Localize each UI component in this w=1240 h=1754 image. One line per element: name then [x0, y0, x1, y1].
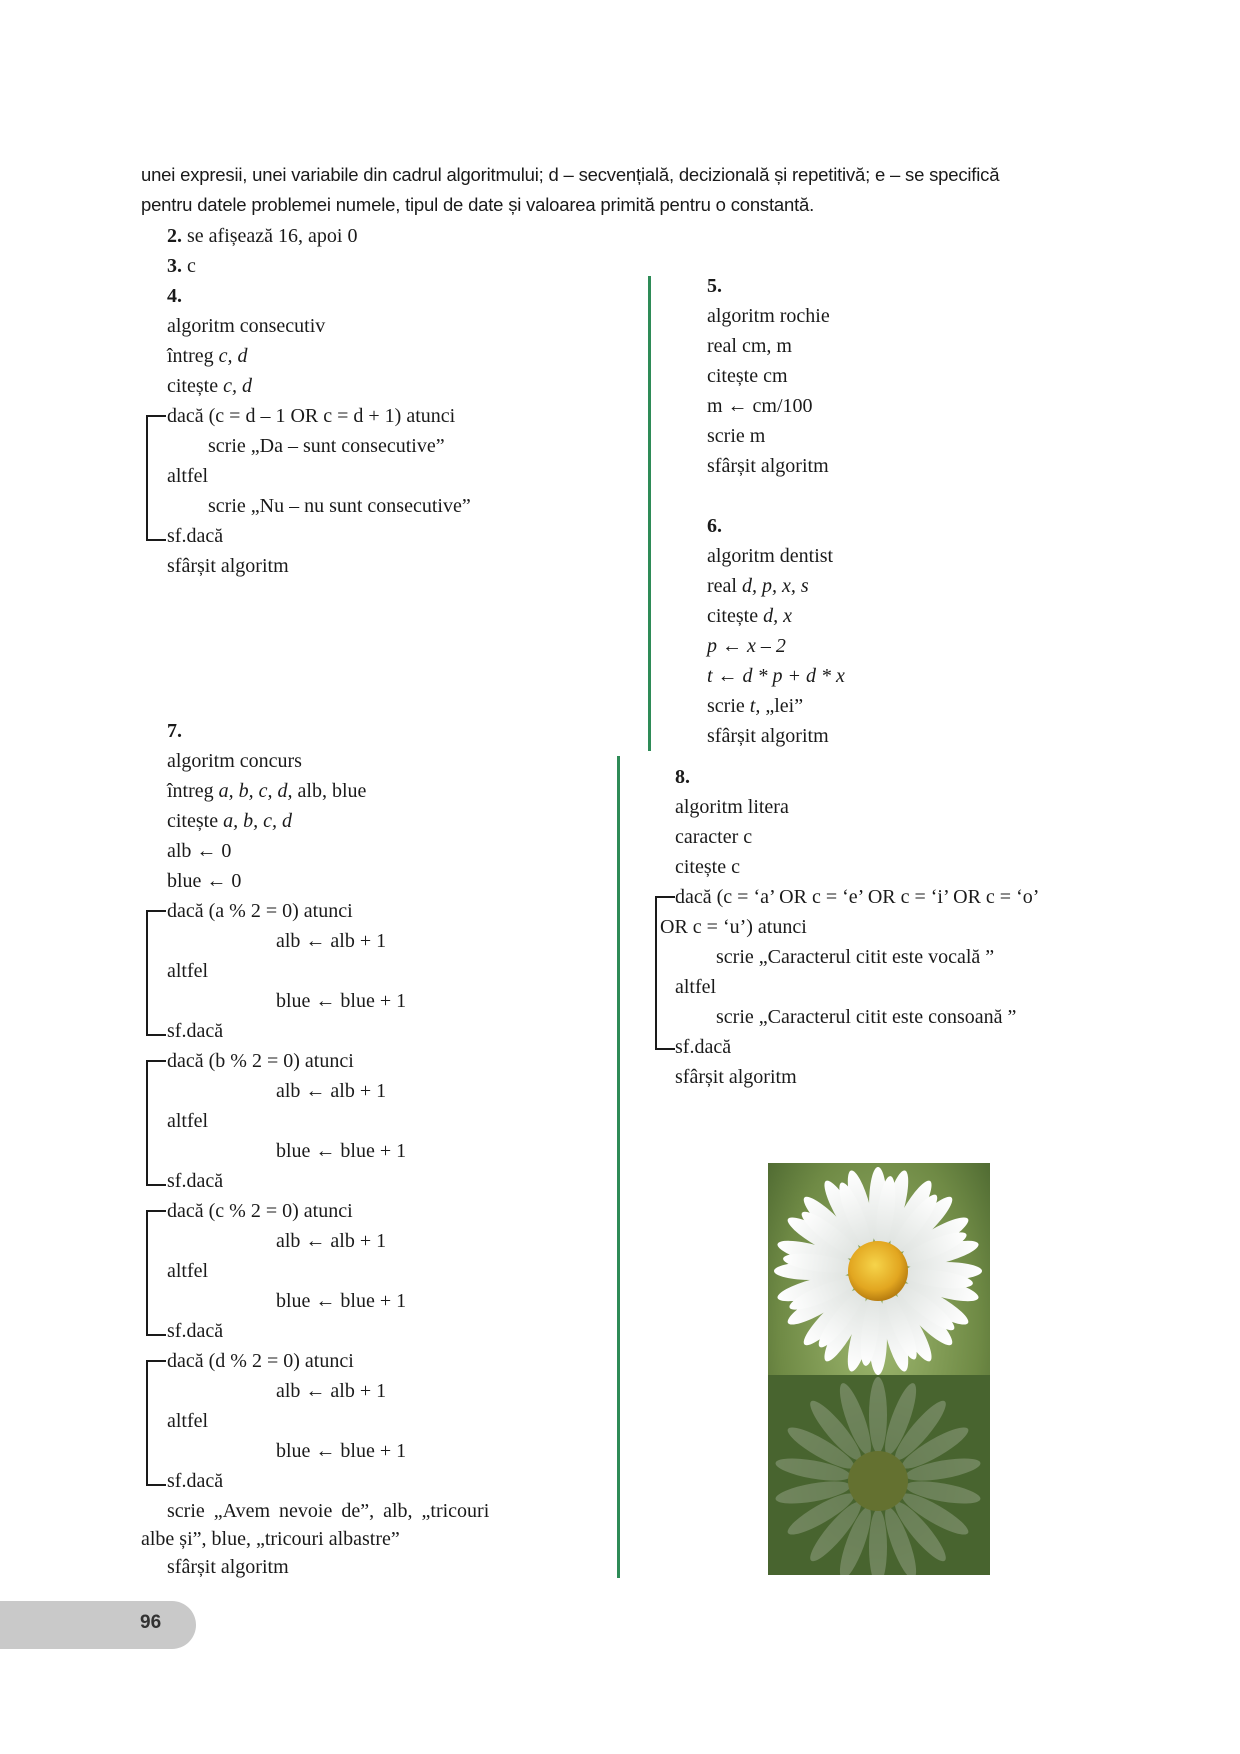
a4-line-6: altfel [167, 465, 209, 487]
a7-line-3-vars: a, b, c, d [223, 810, 292, 832]
a7-line-1: algoritm concurs [167, 750, 302, 772]
a5-line-6: sfârșit algoritm [707, 455, 829, 477]
a7-if-c-then: alb ← alb + 1 [276, 1230, 387, 1252]
a6-line-2-vars: d, p, x, s [741, 575, 809, 597]
a6-line-2 [707, 571, 809, 601]
a7-line-2-vars-2: alb, blue [292, 780, 367, 802]
page-number-tab [0, 1601, 196, 1649]
a7-if-b: dacă (b % 2 = 0) atunci [167, 1050, 354, 1072]
a7-if-d-then: alb ← alb + 1 [276, 1380, 387, 1402]
a8-line-4: dacă (c = ‘a’ OR c = ‘e’ OR c = ‘i’ OR c = ‘o’ [675, 886, 1040, 908]
a4-line-3 [167, 371, 252, 401]
a7-line-3-keyword: citește [167, 810, 224, 832]
answer-3-text: c [182, 255, 196, 277]
a6-line-5: t ← d * p + d * x [707, 665, 845, 687]
a4-line-1: algoritm consecutiv [167, 315, 326, 337]
a7-if-a-else: altfel [167, 960, 209, 982]
a7-line-2-keyword: întreg [167, 780, 219, 802]
divider-line-lower [617, 756, 620, 1578]
a6-line-6 [707, 691, 803, 721]
a7-line-2 [167, 776, 366, 806]
a7-line-5: blue ← 0 [167, 870, 242, 892]
a7-output-line-1: scrie „Avem nevoie de”, alb, „tricouri [167, 1500, 490, 1522]
a6-line-2-keyword: real [707, 575, 742, 597]
a4-line-5: scrie „Da – sunt consecutive” [208, 435, 445, 457]
a7-if-a-then: alb ← alb + 1 [276, 930, 387, 952]
a4-line-3-vars: c, d [223, 375, 252, 397]
answer-7-number: 7. [167, 720, 182, 742]
a4-line-2-vars: c, d [218, 345, 248, 367]
a5-line-3: citește cm [707, 365, 788, 387]
a8-line-3: citește c [675, 856, 740, 878]
a8-line-8: scrie „Caracterul citit este consoană ” [716, 1006, 1017, 1028]
a6-line-3-keyword: citește [707, 605, 764, 627]
a7-if-b-end: sf.dacă [167, 1170, 224, 1192]
a6-line-6-string: „lei” [760, 695, 804, 717]
a5-line-1: algoritm rochie [707, 305, 830, 327]
page-number: 96 [140, 1612, 162, 1633]
a7-if-b-else-body: blue ← blue + 1 [276, 1140, 407, 1162]
a7-if-a-bracket [146, 910, 166, 1036]
a7-if-a: dacă (a % 2 = 0) atunci [167, 900, 353, 922]
a8-line-7: altfel [675, 976, 717, 998]
a8-line-9: sf.dacă [675, 1036, 732, 1058]
a6-line-3-vars: d, x [763, 605, 792, 627]
a7-if-c: dacă (c % 2 = 0) atunci [167, 1200, 353, 1222]
a7-if-c-else: altfel [167, 1260, 209, 1282]
a4-line-9: sfârșit algoritm [167, 555, 289, 577]
answer-8-number: 8. [675, 766, 690, 788]
a5-line-4: m ← cm/100 [707, 395, 813, 417]
a4-line-8: sf.dacă [167, 525, 224, 547]
answer-4-number: 4. [167, 285, 182, 307]
a6-line-7: sfârșit algoritm [707, 725, 829, 747]
answer-2-number: 2. [167, 225, 182, 247]
daisy-photo [768, 1163, 990, 1575]
a7-if-b-else: altfel [167, 1110, 209, 1132]
a8-line-10: sfârșit algoritm [675, 1066, 797, 1088]
a5-line-5: scrie m [707, 425, 766, 447]
a4-line-2-keyword: întreg [167, 345, 219, 367]
a4-if-bracket [146, 415, 166, 541]
answer-2-text: se afișează 16, apoi 0 [182, 225, 358, 247]
answer-6-number: 6. [707, 515, 722, 537]
a7-line-2-vars: a, b, c, d, [218, 780, 293, 802]
a7-end: sfârșit algoritm [167, 1556, 289, 1578]
a6-line-4: p ← x – 2 [707, 635, 786, 657]
a7-if-d: dacă (d % 2 = 0) atunci [167, 1350, 354, 1372]
a7-if-c-bracket [146, 1210, 166, 1336]
a8-line-1: algoritm litera [675, 796, 789, 818]
intro-line-2: pentru datele problemei numele, tipul de date și valoarea primită pentru o constantă. [141, 194, 815, 215]
a7-if-c-end: sf.dacă [167, 1320, 224, 1342]
a4-line-7: scrie „Nu – nu sunt consecutive” [208, 495, 471, 517]
a7-if-d-bracket [146, 1360, 166, 1486]
a7-if-c-else-body: blue ← blue + 1 [276, 1290, 407, 1312]
a7-if-d-else: altfel [167, 1410, 209, 1432]
divider-line-upper [648, 276, 651, 751]
a7-if-d-end: sf.dacă [167, 1470, 224, 1492]
answer-3-number: 3. [167, 255, 182, 277]
a7-output-line-2: albe și”, blue, „tricouri albastre” [141, 1528, 400, 1550]
a5-line-2: real cm, m [707, 335, 792, 357]
a8-line-5: OR c = ‘u’) atunci [660, 916, 807, 938]
a6-line-6-keyword: scrie [707, 695, 750, 717]
answer-3 [167, 251, 196, 281]
a8-line-2: caracter c [675, 826, 753, 848]
a7-if-d-else-body: blue ← blue + 1 [276, 1440, 407, 1462]
answer-2 [167, 221, 357, 251]
intro-line-1: unei expresii, unei variabile din cadrul algoritmului; d – secvențială, decizională și repetitivă; e – se specifică [141, 164, 1000, 185]
a7-if-b-then: alb ← alb + 1 [276, 1080, 387, 1102]
a7-if-a-end: sf.dacă [167, 1020, 224, 1042]
a6-line-3 [707, 601, 792, 631]
a7-if-b-bracket [146, 1060, 166, 1186]
a4-line-4: dacă (c = d – 1 OR c = d + 1) atunci [167, 405, 456, 427]
a6-line-1: algoritm dentist [707, 545, 834, 567]
a8-line-6: scrie „Caracterul citit este vocală ” [716, 946, 995, 968]
a7-if-a-else-body: blue ← blue + 1 [276, 990, 407, 1012]
a4-line-2 [167, 341, 248, 371]
a7-line-4: alb ← 0 [167, 840, 232, 862]
a7-line-3 [167, 806, 292, 836]
a6-line-6-var: t, [749, 695, 761, 717]
a4-line-3-keyword: citește [167, 375, 224, 397]
answer-5-number: 5. [707, 275, 722, 297]
